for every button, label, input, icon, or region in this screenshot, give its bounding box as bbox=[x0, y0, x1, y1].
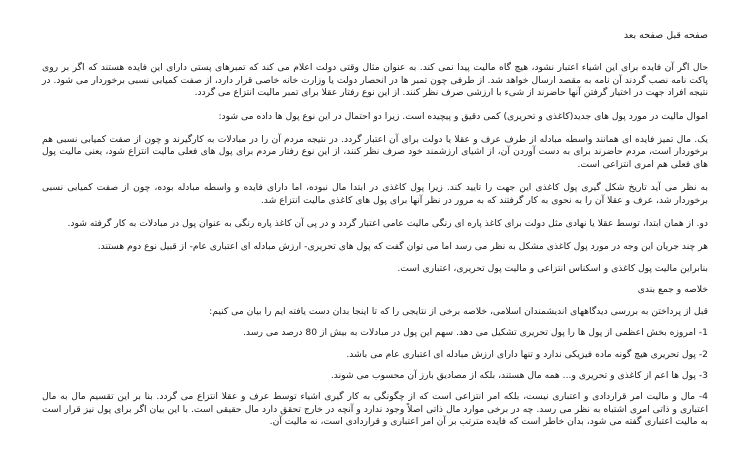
paragraph-7: بنابراین مالیت پول کاغذی و اسکناس انتزاعی و مالیت پول تحریری، اعتباری است. bbox=[397, 262, 708, 274]
paragraph-2: اموال مالیت در مورد پول های جدید(کاغذی و تحریری) کمی دقیق و پیچیده است. زیرا دو احتمال در این نوع پول ها داده می شود: bbox=[218, 110, 708, 122]
list-item-4: 4- مال و مالیت امر قراردادی و اعتباری نیست، بلکه امر انتزاعی است که از چگونگی به کار گیری اشیاء توسط عرف و عقلا انتزاع می گردد. بنا بر این تقسیم مال به مال اعتباری و ذاتی امری اشتباه به نظر می رسد. چه در برخی موارد مال ذاتی اصلاً وجود ندارد و آنچه در خارج تحقق دارد مال حقیقی است. با این بیان اگر برای پول نیز قرار است به مالیت اعتباری گفته می شود، بدان خاطر است که فایده مترتب بر آن امر اعتباری و قراردادی است، نه مالیت آن. bbox=[42, 391, 708, 428]
section-heading: خلاصه و جمع بندی bbox=[637, 284, 708, 296]
list-item-1: 1- امروزه بخش اعظمی از پول ها را پول تحریری تشکیل می دهد. سهم این پول در مبادلات به بیش از 80 درصد می رسد. bbox=[243, 327, 708, 339]
page-nav-heading: صفحه قبل صفحه بعد bbox=[623, 30, 708, 41]
list-item-3: 3- پول ها اعم از کاغذی و تحریری و... همه مال هستند، بلکه از مصادیق بارز آن محسوب می شوند. bbox=[330, 369, 708, 381]
paragraph-1: حال اگر آن فایده برای این اشیاء اعتبار نشود، هیچ گاه مالیت پیدا نمی کند. به عنوان مثال وقتی دولت اعلام می کند که تمبرهای پستی دارای این فایده هستند که اگر بر روی پاکت نامه نصب گردند آن نامه به مقصد ارسال خواهد شد. از طرفی چون تمبر ها در انحصار دولت یا وزارت خانه خاصی قرار دارد، از صفت کمیابی نسبی برخوردار می شود. در نتیجه افراد جهت در اختیار گرفتن آنها حاضرند از شیء با ارزشی صرف نظر کنند. از این نوع رفتار عقلا برای تمبر مالیت انتزاع می گردد. bbox=[42, 62, 708, 99]
paragraph-5: دو. از همان ابتدا، توسط عقلا یا نهادی مثل دولت برای کاغذ پاره ای رنگی مالیت عامی اعتبار گردد و در پی آن کاغذ پاره رنگی به عنوان پول در مبادلات به کار گرفته شود. bbox=[67, 218, 708, 230]
list-item-2: 2- پول تحریری هیچ گونه ماده فیزیکی ندارد و تنها دارای ارزش مبادله ای اعتباری عام می باشد. bbox=[346, 348, 708, 360]
paragraph-4: به نظر می آید تاریخ شکل گیری پول کاغذی این جهت را تایید کند. زیرا پول کاغذی در ابتدا مال نبوده، اما دارای فایده و واسطه مبادله بوده، چون از صفت کمیابی نسبی برخوردار شد، عرف و عقلا آن را به نحوی به کار گرفتند که به مرور در نظر آنها برای پول های کاغذی مالیت انتزاع شد. bbox=[42, 182, 708, 206]
paragraph-8: قبل از پرداختن به بررسی دیدگاههای اندیشمندان اسلامی، خلاصه برخی از نتایجی را که تا اینجا بدان دست یافته ایم را بیان می کنیم: bbox=[209, 305, 708, 317]
paragraph-6: هر چند جریان این وجه در مورد پول کاغذی مشکل به نظر می رسد اما می توان گفت که پول های تحریری- ارزش مبادله ای اعتباری عام- از قبیل نوع دوم هستند. bbox=[97, 241, 708, 253]
paragraph-3: یک. مال تمیز فایده ای همانند واسطه مبادله از طرف عرف و عقلا یا دولت برای آن اعتبار گردد. در نتیجه مردم آن را در مبادلات به کارگیرند و چون از صفت کمیابی نسبی هم برخوردار است، مردم حاضرند برای به دست آوردن آن، از اشیای ارزشمند خود صرف نظر کنند، از این نوع رفتار مردم برای پول های فعلی مالیت انتزاع شود، یعنی مالیت پول های فعلی هم امری انتزاعی است. bbox=[42, 134, 708, 170]
